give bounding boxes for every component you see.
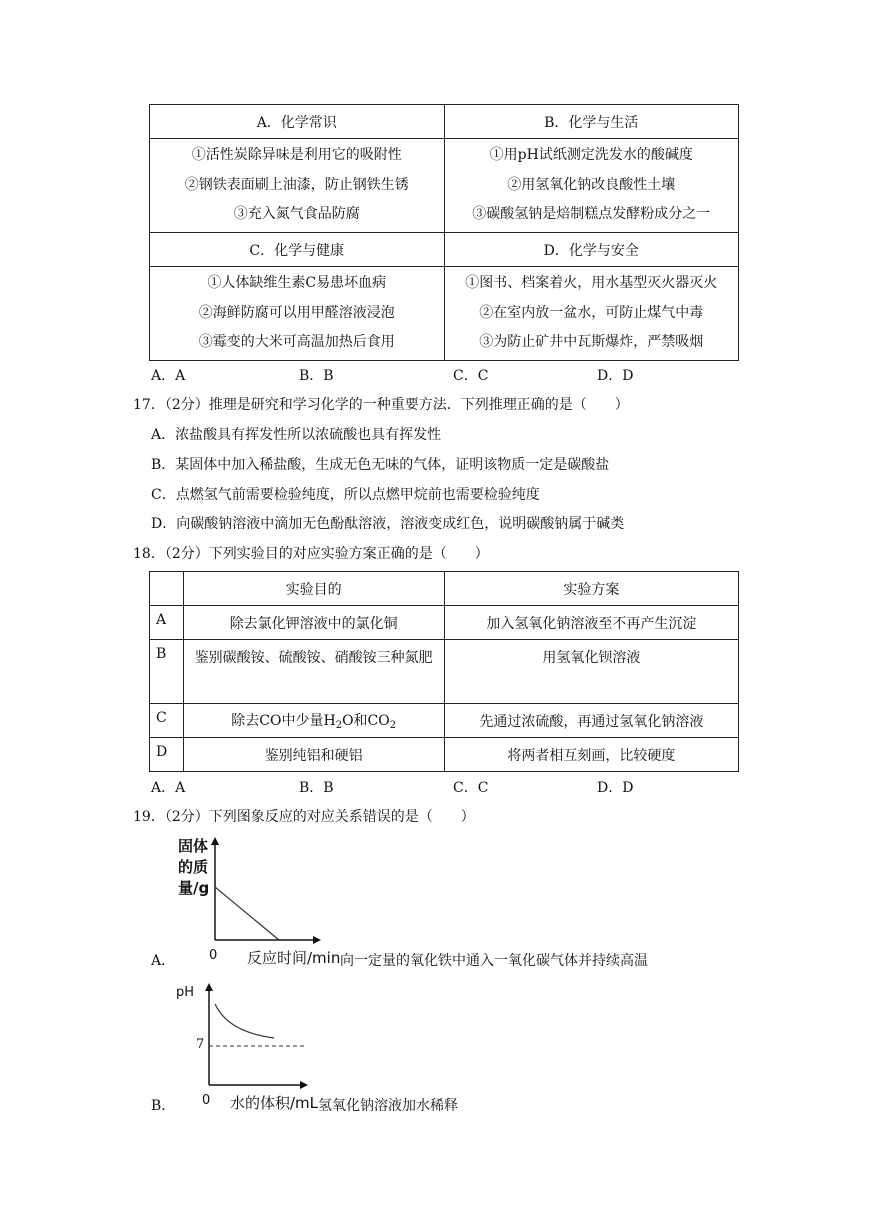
q18-row-key: C	[150, 704, 184, 738]
q19-option-b-label[interactable]: B．	[151, 1098, 176, 1114]
q16-option-b[interactable]: B．B	[299, 368, 334, 384]
q16-c-item: ③霉变的大米可高温加热后食用	[198, 334, 395, 351]
table-row	[150, 704, 739, 738]
graph-a-xlabel: 反应时间/min	[247, 949, 341, 967]
q18-row-plan: 先通过浓硫酸，再通过氢氧化钠溶液	[444, 704, 738, 738]
q17-option-c[interactable]: C．点燃氢气前需要检验纯度，所以点燃甲烷前也需要检验纯度	[151, 487, 540, 503]
q18-header-key	[150, 572, 184, 606]
q16-d-item: ②在室内放一盆水，可防止煤气中毒	[479, 304, 704, 321]
q16-d-item: ①图书、档案着火，用水基型灭火器灭火	[465, 275, 718, 292]
q17-stem: 17．（2分）推理是研究和学习化学的一种重要方法．下列推理正确的是（ ）	[133, 397, 629, 413]
graph-a-y-arrow-icon	[211, 837, 219, 845]
graph-b-ylabel: pH	[176, 985, 195, 1000]
q19-option-a-label[interactable]: A．	[151, 953, 176, 969]
q16-b-item: ③碳酸氢钠是焙制糕点发酵粉成分之一	[472, 206, 711, 223]
graph-a-plot	[205, 835, 325, 945]
q16-b-item: ②用氢氧化钠改良酸性土壤	[507, 176, 676, 193]
graph-a-origin: 0	[209, 948, 218, 963]
q17-option-b[interactable]: B．某固体中加入稀盐酸，生成无色无味的气体，证明该物质一定是碳酸盐	[151, 457, 610, 473]
q16-cell-d	[444, 267, 739, 361]
q16-cell-c	[150, 267, 445, 361]
q16-a-item: ②钢铁表面刷上油漆，防止钢铁生锈	[184, 176, 409, 193]
graph-b-x-arrow-icon	[300, 1081, 308, 1089]
q18-row-key: D	[150, 738, 184, 772]
q16-table	[149, 104, 739, 361]
graph-a-caption: 向一定量的氧化铁中通入一氧化碳气体并持续高温	[340, 953, 648, 969]
q17-option-d[interactable]: D．向碳酸钠溶液中滴加无色酚酞溶液，溶液变成红色，说明碳酸钠属于碱类	[151, 516, 625, 532]
q16-c-item: ②海鲜防腐可以用甲醛溶液浸泡	[198, 304, 395, 321]
q16-head-c: C．化学与健康	[150, 233, 445, 267]
q18-row-plan: 将两者相互刻画，比较硬度	[444, 738, 738, 772]
q18-option-b[interactable]: B．B	[299, 780, 334, 796]
table-row	[150, 606, 739, 640]
q19-stem: 19．（2分）下列图象反应的对应关系错误的是（ ）	[133, 809, 475, 825]
q18-option-c[interactable]: C．C	[453, 780, 489, 796]
q16-option-a[interactable]: A．A	[151, 368, 186, 384]
graph-a-x-arrow-icon	[313, 936, 321, 944]
graph-b-y-arrow-icon	[205, 983, 213, 991]
table-row	[150, 640, 739, 704]
q18-header-goal: 实验目的	[183, 572, 444, 606]
graph-a-ylabel: 固体 的质 量/g	[178, 837, 210, 897]
q18-row-goal: 鉴别纯铝和硬铝	[183, 738, 444, 772]
q16-a-item: ③充入氮气食品防腐	[233, 206, 360, 223]
q16-head-d: D．化学与安全	[444, 233, 739, 267]
q16-head-b: B．化学与生活	[444, 105, 739, 139]
q16-head-a: A．化学常识	[150, 105, 445, 139]
graph-b-xlabel: 水的体积/mL	[230, 1094, 319, 1112]
q18-row-plan: 加入氢氧化钠溶液至不再产生沉淀	[444, 606, 738, 640]
q18-table	[149, 571, 739, 772]
q18-row-goal: 鉴别碳酸铵、硫酸铵、硝酸铵三种氮肥	[183, 640, 444, 704]
q18-header-plan: 实验方案	[444, 572, 738, 606]
q16-a-item: ①活性炭除异味是利用它的吸附性	[191, 147, 402, 164]
graph-b-series-curve	[215, 1004, 274, 1038]
q18-row-key: A	[150, 606, 184, 640]
q18-row-plan: 用氢氧化钡溶液	[444, 640, 738, 704]
q16-option-d[interactable]: D．D	[597, 368, 634, 384]
q18-row-key: B	[150, 640, 184, 704]
q16-b-item: ①用pH试纸测定洗发水的酸碱度	[489, 147, 693, 164]
q17-option-a[interactable]: A．浓盐酸具有挥发性所以浓硫酸也具有挥发性	[151, 427, 442, 443]
q16-option-c[interactable]: C．C	[453, 368, 489, 384]
graph-b-origin: 0	[202, 1093, 211, 1108]
graph-b-ref-tick: 7	[196, 1037, 205, 1052]
table-row	[150, 738, 739, 772]
q18-option-a[interactable]: A．A	[151, 780, 186, 796]
q16-cell-a	[150, 139, 445, 233]
q18-stem: 18．（2分）下列实验目的对应实验方案正确的是（ ）	[133, 546, 489, 562]
graph-b-caption: 氢氧化钠溶液加水稀释	[318, 1098, 458, 1114]
q16-cell-b	[444, 139, 739, 233]
q18-option-d[interactable]: D．D	[597, 780, 634, 796]
graph-b-plot	[198, 980, 313, 1090]
q18-row-goal: 除去CO中少量$H_2O$和$CO_2$	[183, 704, 444, 738]
graph-a-series-line	[215, 887, 279, 940]
q16-c-item: ①人体缺维生素C易患坏血病	[207, 275, 387, 292]
q18-row-goal: 除去氯化钾溶液中的氯化铜	[183, 606, 444, 640]
q16-d-item: ③为防止矿井中瓦斯爆炸，严禁吸烟	[479, 334, 704, 351]
